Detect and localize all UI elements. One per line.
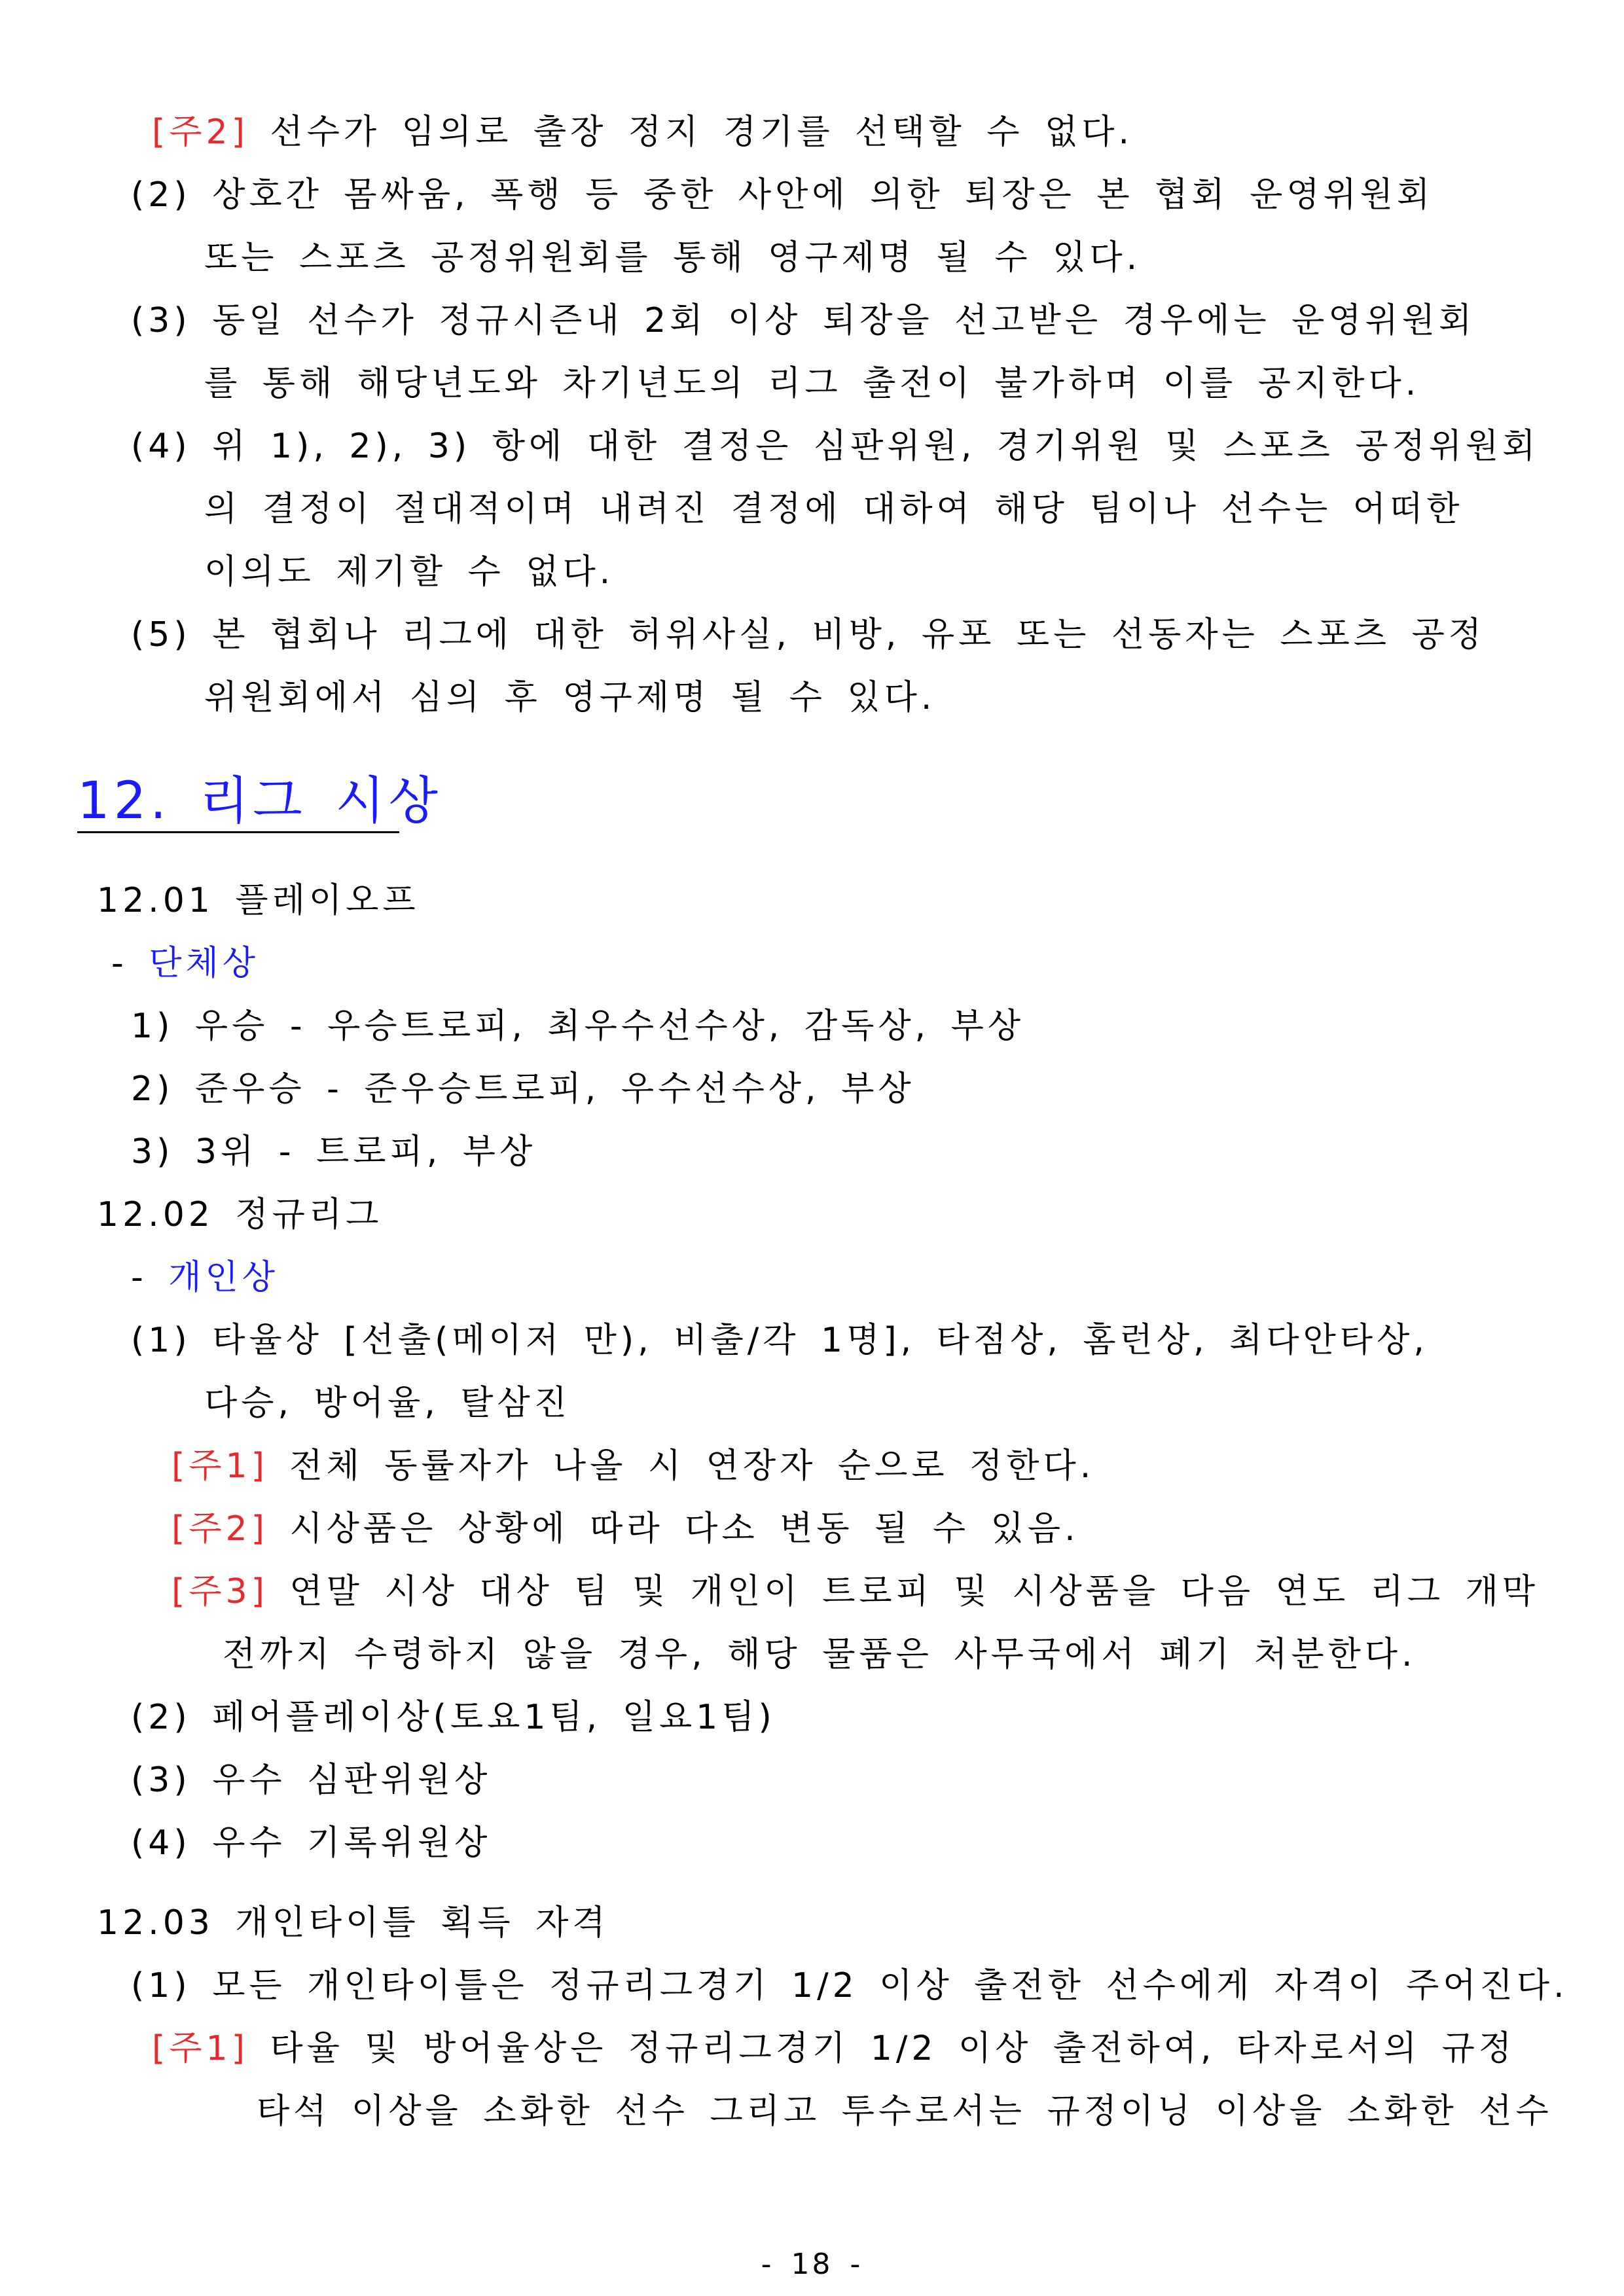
note-text: 전체 동률자가 나올 시 연장자 순으로 정한다. <box>289 1446 1095 1486</box>
subsection-title: 12.01 플레이오프 <box>97 881 420 920</box>
note-marker: [주2] <box>152 113 249 152</box>
list-item-continuation: 의 결정이 절대적이며 내려진 결정에 대하여 해당 팀이나 선수는 어떠한 <box>204 490 1464 529</box>
note-line <box>171 1445 1094 1487</box>
note-line <box>171 1571 1539 1613</box>
list-item-continuation: 를 통해 해당년도와 차기년도의 리그 출전이 불가하며 이를 공지한다. <box>204 364 1420 403</box>
page-number: - 18 - <box>761 2248 863 2281</box>
note-continuation: 전까지 수령하지 않을 경우, 해당 물품은 사무국에서 폐기 처분한다. <box>223 1635 1416 1674</box>
list-item-continuation: 또는 스포츠 공정위원회를 통해 영구제명 될 수 있다. <box>204 238 1142 278</box>
list-item: (1) 모든 개인타이틀은 정규리그경기 1/2 이상 출전한 선수에게 자격이 주어진다. <box>131 1966 1568 2005</box>
note-continuation: 타석 이상을 소화한 선수 그리고 투수로서는 규정이닝 이상을 소화한 선수 <box>257 2092 1553 2131</box>
list-item-continuation: 위원회에서 심의 후 영구제명 될 수 있다. <box>204 678 936 717</box>
note-line <box>171 1508 1079 1550</box>
note-marker: [주1] <box>152 2029 249 2068</box>
note-line <box>152 111 1133 153</box>
list-item: (4) 위 1), 2), 3) 항에 대한 결정은 심판위원, 경기위원 및 스포츠 공정위원회 <box>131 427 1540 466</box>
sub-heading: 개인상 <box>168 1258 279 1297</box>
list-item: 3) 3위 - 트로피, 부상 <box>131 1132 537 1172</box>
note-marker: [주1] <box>171 1446 268 1486</box>
note-marker: [주2] <box>171 1509 268 1549</box>
list-item: 1) 우승 - 우승트로피, 최우수선수상, 감독상, 부상 <box>131 1007 1025 1046</box>
list-item: (4) 우수 기록위원상 <box>131 1823 492 1863</box>
list-item-continuation: 이의도 제기할 수 없다. <box>204 552 615 592</box>
sub-heading: 단체상 <box>149 944 259 983</box>
dash-bullet: - <box>111 944 128 983</box>
list-item: (3) 우수 심판위원상 <box>131 1761 492 1800</box>
dash-bullet: - <box>131 1258 147 1297</box>
note-line <box>152 2028 1515 2070</box>
list-item-continuation: 다승, 방어율, 탈삼진 <box>204 1384 571 1423</box>
sub-heading-line <box>131 1257 279 1299</box>
list-item: (5) 본 협회나 리그에 대한 허위사실, 비방, 유포 또는 선동자는 스포츠 공정 <box>131 615 1486 655</box>
list-item: (1) 타율상 [선출(메이저 만), 비출/각 1명], 타점상, 홈런상, 최다안타상, <box>131 1321 1428 1360</box>
note-text: 연말 시상 대상 팀 및 개인이 트로피 및 시상품을 다음 연도 리그 개막 <box>289 1572 1540 1611</box>
note-marker: [주3] <box>171 1572 268 1611</box>
note-text: 선수가 임의로 출장 정지 경기를 선택할 수 없다. <box>270 113 1134 152</box>
section-heading: 12. 리그 시상 <box>77 772 442 831</box>
subsection-title: 12.02 정규리그 <box>97 1195 383 1234</box>
note-text: 타율 및 방어율상은 정규리그경기 1/2 이상 출전하여, 타자로서의 규정 <box>270 2029 1516 2068</box>
subsection-title: 12.03 개인타이틀 획득 자격 <box>97 1903 609 1943</box>
list-item: (3) 동일 선수가 정규시즌내 2회 이상 퇴장을 선고받은 경우에는 운영위원회 <box>131 301 1476 340</box>
list-item: (2) 페어플레이상(토요1팀, 일요1팀) <box>131 1698 776 1737</box>
heading-underline <box>77 831 399 833</box>
list-item: 2) 준우승 - 준우승트로피, 우수선수상, 부상 <box>131 1069 915 1109</box>
sub-heading-line <box>111 942 259 984</box>
note-text: 시상품은 상황에 따라 다소 변동 될 수 있음. <box>289 1509 1079 1549</box>
list-item: (2) 상호간 몸싸움, 폭행 등 중한 사안에 의한 퇴장은 본 협회 운영위원회 <box>131 175 1434 215</box>
